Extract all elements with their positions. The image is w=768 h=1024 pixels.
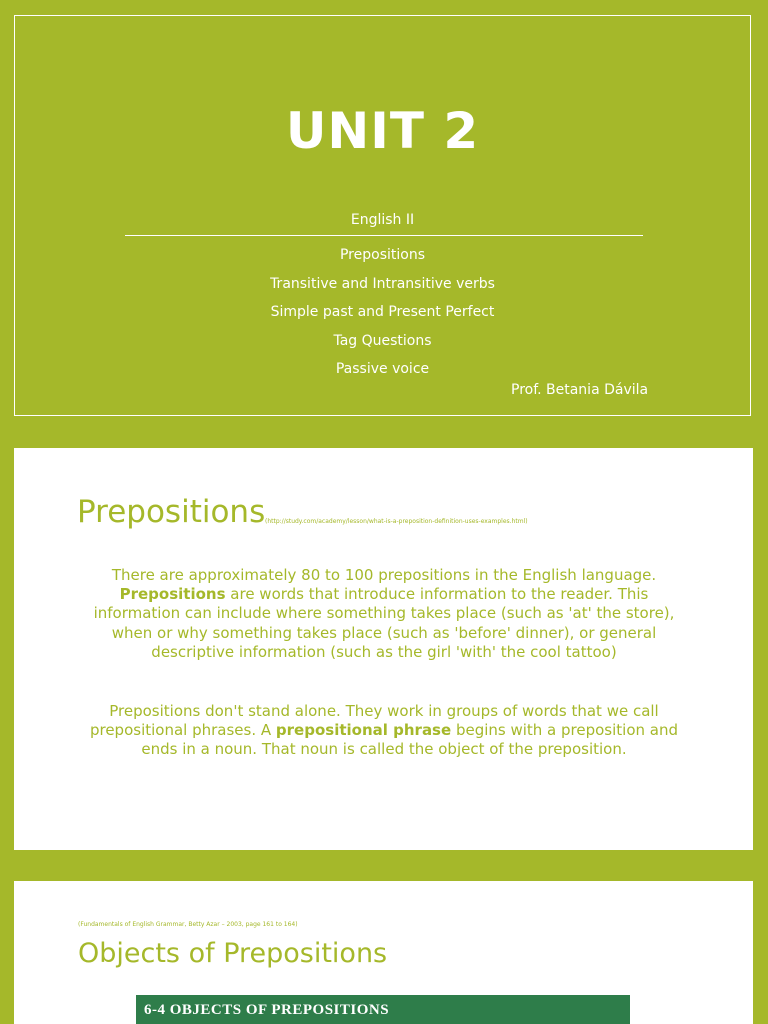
title-slide (14, 15, 751, 416)
paragraph (84, 566, 684, 662)
banner-text: 6-4 OBJECTS OF PREPOSITIONS (144, 1002, 390, 1018)
slide-title: UNIT 2 (285, 102, 480, 160)
paragraph-text: Prepositions don't stand alone. They work in groups of words that we call prepositional phrases. A (89, 702, 659, 740)
paragraph-text: begins with a preposition and ends in a noun. That noun is called the object of the preposition. (141, 721, 679, 759)
paragraph (76, 702, 692, 760)
slide-title: Objects of Prepositions (78, 938, 388, 969)
source-reference: (http://study.com/academy/lesson/what-is-a-preposition-definition-uses-examples.html) (265, 518, 528, 525)
textbook-image (136, 995, 630, 1024)
paragraph-emphasis: Prepositions (119, 585, 226, 604)
topic-item: Transitive and Intransitive verbs (270, 275, 495, 292)
source-reference: (Fundamentals of English Grammar, Betty Azar – 2003, page 161 to 164) (78, 921, 298, 928)
paragraph-text: There are approximately 80 to 100 prepositions in the English language. (111, 566, 657, 584)
topic-item: Simple past and Present Perfect (270, 304, 495, 321)
paragraph-text: are words that introduce information to the reader. This information can include where something takes place (such as 'at' the store), when or why something takes place (such as 'before' dinner), or general descriptive information (such as the girl 'with' the cool tattoo) (93, 585, 675, 661)
slide-title: Prepositions (77, 494, 266, 530)
topic-item: Prepositions (339, 247, 425, 263)
paragraph-emphasis: prepositional phrase (275, 721, 452, 740)
objects-slide (14, 881, 753, 1024)
topic-item: Passive voice (335, 361, 430, 378)
topic-item: Tag Questions (333, 332, 432, 349)
author-name: Prof. Betania Dávila (511, 382, 649, 398)
slide-subtitle: English II (350, 212, 415, 228)
topic-list (15, 241, 750, 384)
divider (125, 235, 643, 236)
prepositions-slide (14, 448, 753, 850)
